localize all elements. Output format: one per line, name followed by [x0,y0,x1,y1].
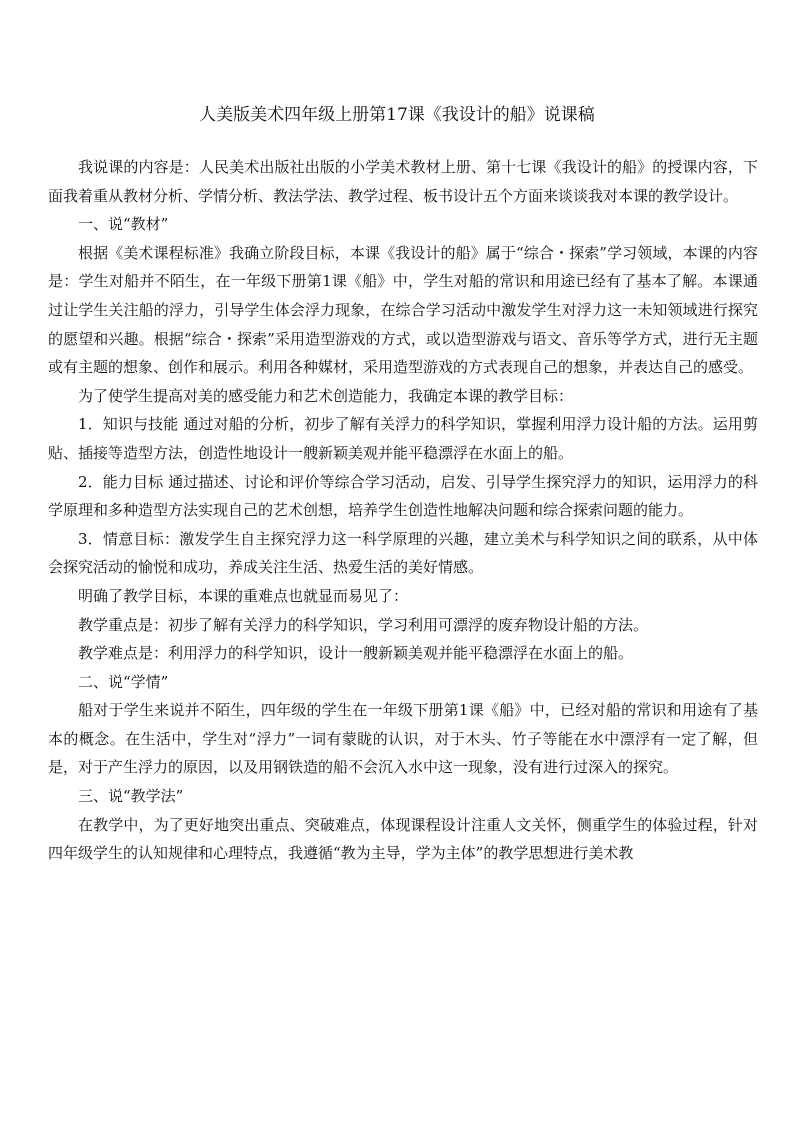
paragraph-intro: 我说课的内容是：人民美术出版社出版的小学美术教材上册、第十七课《我设计的船》的授课内容，下面我着重从教材分析、学情分析、教法学法、教学过程、板书设计五个方面来谈谈我对本课的教学设计。 [48,158,758,205]
section-heading-learners: 二、说“学情” [78,672,169,691]
paragraph-textbook-analysis: 根据《美术课程标准》我确立阶段目标，本课《我设计的船》属于“综合・探索”学习领域，本课的内容是：学生对船并不陌生，在一年级下册第1课《船》中，学生对船的常识和用途已经有了基本了解。本课通过让学生关注船的浮力，引导学生体会浮力现象，在综合学习活动中激发学生对浮力这一未知领域进行探究的愿望和兴趣。根据“综合・探索”采用造型游戏的方式，或以造型游戏与语文、音乐等学方式，进行无主题或有主题的想象、创作和展示。利用各种媒材，采用造型游戏的方式表现自己的想象，并表达自己的感受。 [48,243,758,377]
section-heading-teaching-method: 三、说“教学法” [78,787,184,806]
section-heading-textbook: 一、说“教材” [78,215,169,234]
paragraph-teaching-method: 在教学中，为了更好地突出重点、突破难点，体现课程设计注重人文关怀，侧重学生的体验过程，针对四年级学生的认知规律和心理特点，我遵循“教为主导，学为主体”的教学思想进行美术教 [48,815,758,863]
paragraph-goals-intro: 为了使学生提高对美的感受能力和艺术创造能力，我确定本课的教学目标： [78,386,574,405]
paragraph-goal-ability: 2．能力目标 通过描述、讨论和评价等综合学习活动，启发、引导学生探究浮力的知识，运用浮力的科学原理和多种造型方法实现自己的艺术创想，培养学生创造性地解决问题和综合探索问题的能力。 [48,472,758,520]
paragraph-difficult-point: 教学难点是：利用浮力的科学知识，设计一艘新颖美观并能平稳漂浮在水面上的船。 [78,644,634,663]
document-body [48,153,758,868]
paragraph-key-points-intro: 明确了教学目标，本课的重难点也就显而易见了： [78,586,409,605]
document-title: 人美版美术四年级上册第17课《我设计的船》说课稿 [199,105,595,125]
paragraph-goal-emotion: 3．情意目标：激发学生自主探究浮力这一科学原理的兴趣，建立美术与科学知识之间的联系，从中体会探究活动的愉悦和成功，养成关注生活、热爱生活的美好情感。 [48,529,758,577]
paragraph-goal-knowledge: 1．知识与技能 通过对船的分析，初步了解有关浮力的科学知识，掌握利用浮力设计船的方法。运用剪贴、插接等造型方法，创造性地设计一艘新颖美观并能平稳漂浮在水面上的船。 [48,415,758,462]
paragraph-learner-analysis: 船对于学生来说并不陌生，四年级的学生在一年级下册第1课《船》中，已经对船的常识和用途有了基本的概念。在生活中，学生对“浮力”一词有蒙眬的认识，对于木头、竹子等能在水中漂浮有一定了解，但是，对于产生浮力的原因，以及用钢铁造的船不会沉入水中这一现象，没有进行过深入的探究。 [48,701,758,777]
paragraph-key-point: 教学重点是：初步了解有关浮力的科学知识，学习利用可漂浮的废弃物设计船的方法。 [78,615,649,634]
